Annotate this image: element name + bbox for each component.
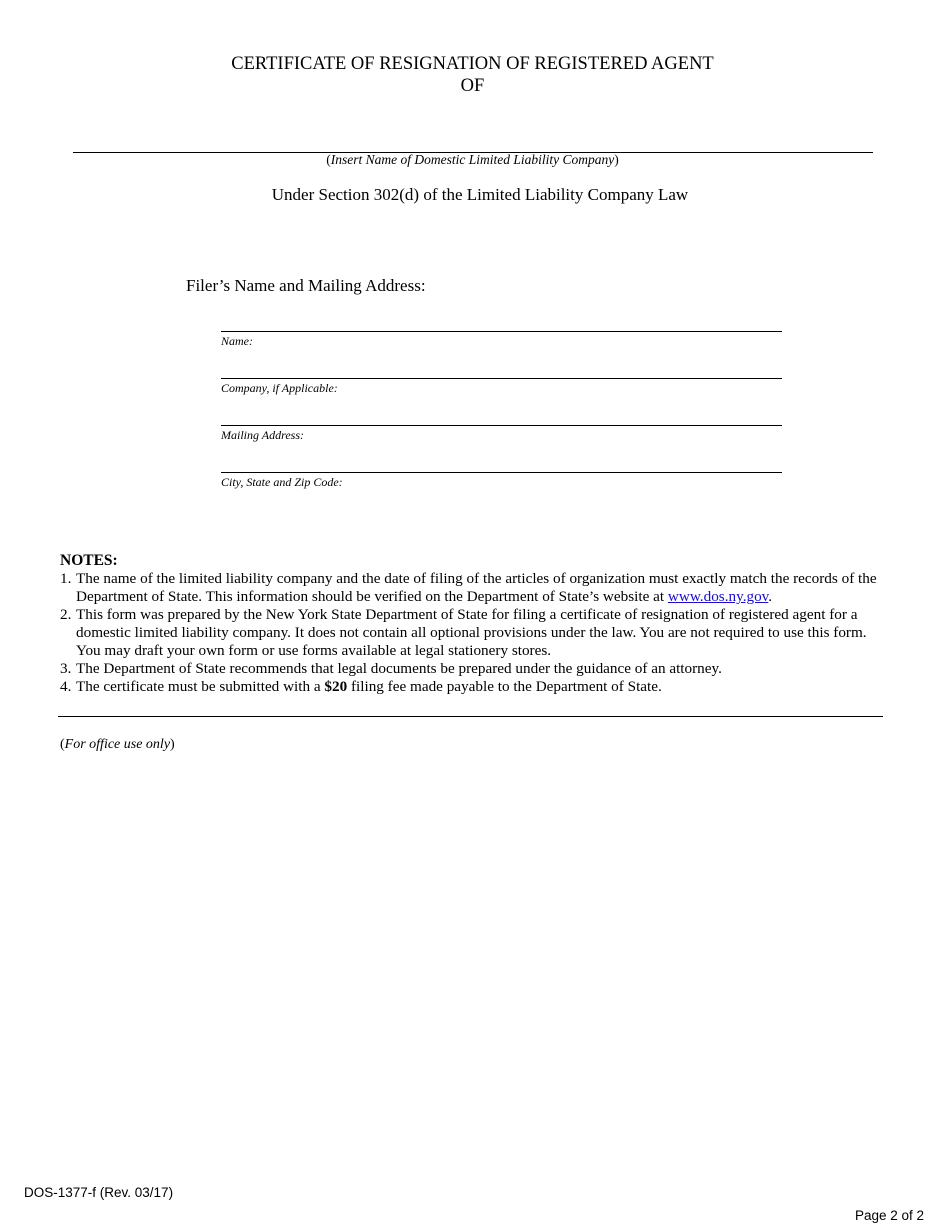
filer-city-line	[221, 472, 782, 473]
form-title-of: OF	[460, 76, 485, 96]
note-number: 4.	[60, 678, 72, 695]
company-name-caption-text: Insert Name of Domestic Limited Liability Company	[330, 152, 615, 167]
office-use-text: For office use only	[64, 737, 171, 752]
filer-company-label: Company, if Applicable:	[221, 381, 338, 395]
notes-title: NOTES:	[60, 552, 118, 569]
office-use-label: (For office use only)	[60, 737, 175, 752]
note-text: The certificate must be submitted with a	[76, 678, 325, 695]
filer-address-field[interactable]	[221, 425, 782, 443]
note-text: This form was prepared by the New York State Department of State for filing a certificate of resignation of registered agent for a domestic limited liability company. It does not contain all optional provisions under the law. You are not required to use this form. You may draft your own form or use forms available at legal stationery stores.	[76, 606, 867, 659]
note-item	[60, 678, 884, 696]
filer-address-line	[221, 425, 782, 426]
filer-name-label: Name:	[221, 334, 253, 348]
office-use-divider	[58, 716, 883, 717]
dos-website-link[interactable]: www.dos.ny.gov	[667, 588, 769, 605]
filing-fee: $20	[324, 678, 348, 695]
note-item	[60, 570, 884, 606]
note-text-end: .	[768, 588, 773, 605]
filer-address-label: Mailing Address:	[221, 428, 304, 442]
note-number: 2.	[60, 606, 72, 623]
note-text: The Department of State recommends that legal documents be prepared under the guidance of an attorney.	[76, 660, 722, 677]
note-text-end: filing fee made payable to the Department of State.	[347, 678, 662, 695]
filer-city-field[interactable]	[221, 472, 782, 490]
form-id: DOS-1377-f (Rev. 03/17)	[24, 1185, 174, 1200]
filer-company-field[interactable]	[221, 378, 782, 396]
note-text: The name of the limited liability company and the date of filing of the articles of organization must exactly match the records of the Department of State. This information should be verified on the Department of State’s website at	[76, 570, 877, 605]
note-item	[60, 660, 884, 678]
filer-heading: Filer’s Name and Mailing Address:	[186, 276, 426, 295]
form-title: CERTIFICATE OF RESIGNATION OF REGISTERED AGENT	[231, 54, 714, 74]
note-number: 3.	[60, 660, 72, 677]
filer-city-label: City, State and Zip Code:	[221, 475, 343, 489]
page-number: Page 2 of 2	[854, 1208, 924, 1223]
section-reference: Under Section 302(d) of the Limited Liability Company Law	[271, 185, 689, 204]
filer-company-line	[221, 378, 782, 379]
note-item	[60, 606, 884, 660]
notes-section	[60, 552, 884, 696]
filer-name-line	[221, 331, 782, 332]
company-name-caption: (Insert Name of Domestic Limited Liability Company)	[326, 152, 619, 167]
notes-list	[60, 570, 884, 696]
note-number: 1.	[60, 570, 72, 587]
filer-name-field[interactable]	[221, 331, 782, 349]
